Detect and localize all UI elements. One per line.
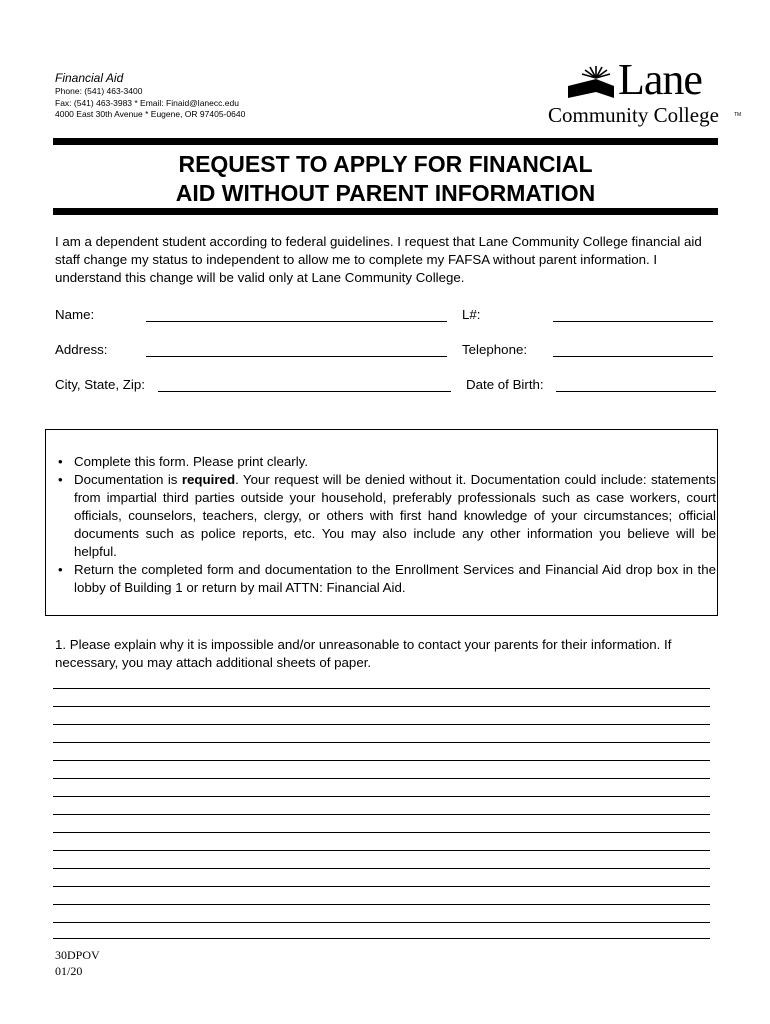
instruction-item: • Complete this form. Please print clearly.: [58, 454, 309, 469]
answer-line[interactable]: [53, 742, 710, 743]
answer-line[interactable]: [53, 886, 710, 887]
answer-line[interactable]: [53, 688, 710, 689]
address-field[interactable]: [146, 356, 447, 357]
answer-line[interactable]: [53, 868, 710, 869]
name-field[interactable]: [146, 321, 447, 322]
instructions-box: [45, 429, 718, 616]
trademark-mark: TM: [734, 112, 742, 118]
answer-line[interactable]: [53, 760, 710, 761]
date-of-birth-field[interactable]: [556, 391, 716, 392]
lnumber-field[interactable]: [553, 321, 713, 322]
top-rule: [53, 138, 718, 145]
answer-line[interactable]: [53, 706, 710, 707]
logo-subtitle: Community College: [548, 103, 719, 127]
phone-number: Phone: (541) 463-3400: [55, 86, 143, 96]
name-label: Name:: [55, 307, 95, 322]
lnumber-label: L#:: [462, 307, 481, 322]
question-1: 1. Please explain why it is impossible and/or unreasonable to contact your parents for their information. If necessary, you may attach additional sheets of paper.: [55, 637, 672, 670]
form-code: 30DPOV: [55, 948, 100, 962]
answer-line[interactable]: [53, 724, 710, 725]
instruction-item: • Documentation is required. Your request will be denied without it. Documentation could include: statements from impartial third parties outside your household, preferably professionals such as case workers, court officials, counselors, teachers, clergy, or others with first hand knowledge of your circumstances; official documents such as police reports, etc. You may also include any other information you believe will be helpful.: [58, 472, 716, 559]
mailing-address: 4000 East 30th Avenue * Eugene, OR 97405-0640: [55, 109, 246, 119]
answer-line[interactable]: [53, 904, 710, 905]
sunrise-book-icon: [566, 64, 616, 100]
intro-statement: I am a dependent student according to federal guidelines. I request that Lane Community College financial aid staff change my status to independent to allow me to complete my FAFSA without parent information. I understand this change will be valid only at Lane Community College.: [55, 234, 702, 285]
college-logo: [548, 55, 748, 130]
logo-wordmark: Lane: [618, 55, 702, 104]
telephone-label: Telephone:: [462, 342, 528, 357]
form-title-line1: REQUEST TO APPLY FOR FINANCIAL: [178, 151, 593, 177]
instruction-item: • Return the completed form and documentation to the Enrollment Services and Financial Aid drop box in the lobby of Building 1 or return by mail ATTN: Financial Aid.: [58, 562, 716, 595]
answer-line[interactable]: [53, 938, 710, 939]
answer-line[interactable]: [53, 778, 710, 779]
answer-line[interactable]: [53, 850, 710, 851]
answer-line[interactable]: [53, 922, 710, 923]
title-rule: [53, 208, 718, 215]
answer-line[interactable]: [53, 832, 710, 833]
form-footer: [55, 947, 100, 979]
required-emphasis: required: [181, 472, 236, 487]
city-state-zip-label: City, State, Zip:: [55, 377, 145, 392]
date-of-birth-label: Date of Birth:: [466, 377, 544, 392]
form-revision: 01/20: [55, 964, 83, 978]
department-name: Financial Aid: [55, 71, 124, 85]
telephone-field[interactable]: [553, 356, 713, 357]
form-title: [53, 150, 718, 208]
form-title-line2: AID WITHOUT PARENT INFORMATION: [175, 180, 596, 206]
answer-line[interactable]: [53, 796, 710, 797]
address-label: Address:: [55, 342, 108, 357]
answer-line[interactable]: [53, 814, 710, 815]
city-state-zip-field[interactable]: [158, 391, 451, 392]
fax-email: Fax: (541) 463-3983 * Email: Finaid@lanecc.edu: [55, 97, 239, 108]
office-contact-block: [55, 70, 245, 121]
